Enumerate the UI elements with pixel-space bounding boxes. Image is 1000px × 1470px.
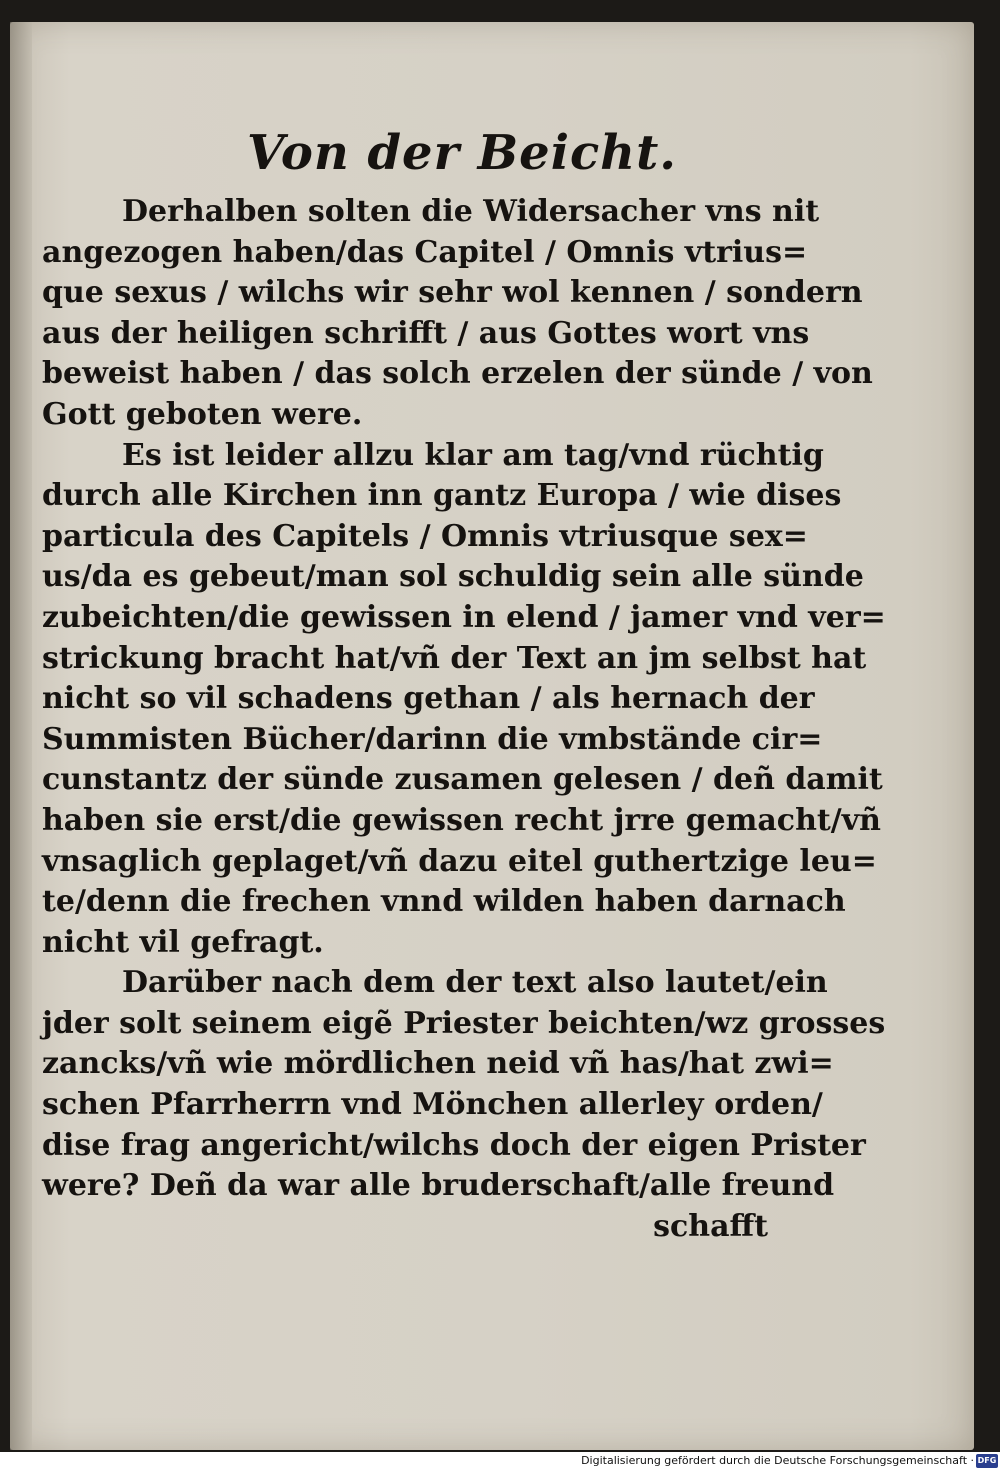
running-head: Von der Beicht. [247, 125, 677, 181]
page-gutter-shadow [10, 22, 32, 1450]
text-line: te/denn die frechen vnnd wilden haben darnach [42, 884, 846, 920]
catchword: schafft [653, 1208, 768, 1244]
text-line: zubeichten/die gewissen in elend / jamer vnd ver= [42, 599, 886, 635]
text-line: Summisten Bücher/darinn die vmbstände cir= [42, 721, 823, 757]
text-line: zancks/vñ wie mördlichen neid vñ has/hat zwi= [42, 1046, 834, 1082]
text-line: Es ist leider allzu klar am tag/vnd rüchtig [122, 437, 824, 473]
text-line: Gott geboten were. [42, 396, 363, 432]
text-line: Darüber nach dem der text also lautet/ein [122, 965, 828, 1001]
text-line: beweist haben / das solch erzelen der sünde / von [42, 356, 873, 392]
text-line: were? Deñ da war alle bruderschaft/alle freund [42, 1168, 835, 1204]
text-line: aus der heiligen schrifft / aus Gottes wort vns [42, 315, 810, 351]
text-line: nicht so vil schadens gethan / als hernach der [42, 681, 815, 717]
text-line: schen Pfarrherrn vnd Mönchen allerley orden/ [42, 1087, 823, 1123]
text-line: vnsaglich geplaget/vñ dazu eitel guthertzige leu= [42, 843, 877, 879]
text-line: jder solt seinem eigẽ Priester beichten/wz grosses [42, 1005, 886, 1041]
text-line: durch alle Kirchen inn gantz Europa / wie dises [42, 478, 842, 514]
text-line: cunstantz der sünde zusamen gelesen / deñ damit [42, 762, 883, 798]
text-line: particula des Capitels / Omnis vtriusque sex= [42, 518, 808, 554]
text-line: dise frag angericht/wilchs doch der eigen Prister [42, 1127, 866, 1163]
text-line: us/da es gebeut/man sol schuldig sein alle sünde [42, 559, 864, 595]
text-line: angezogen haben/das Capitel / Omnis vtrius= [42, 234, 808, 270]
dfg-logo: DFG [976, 1454, 998, 1468]
text-line: haben sie erst/die gewissen recht jrre gemacht/vñ [42, 802, 881, 838]
body-text [42, 192, 886, 1207]
page-text-block [42, 120, 886, 1247]
text-line: nicht vil gefragt. [42, 924, 324, 960]
text-line: strickung bracht hat/vñ der Text an jm selbst hat [42, 640, 867, 676]
digitization-credit: Digitalisierung gefördert durch die Deutsche Forschungsgemeinschaft · [581, 1454, 974, 1467]
text-line: Derhalben solten die Widersacher vns nit [122, 194, 820, 229]
text-line: que sexus / wilchs wir sehr wol kennen / sondern [42, 275, 863, 311]
